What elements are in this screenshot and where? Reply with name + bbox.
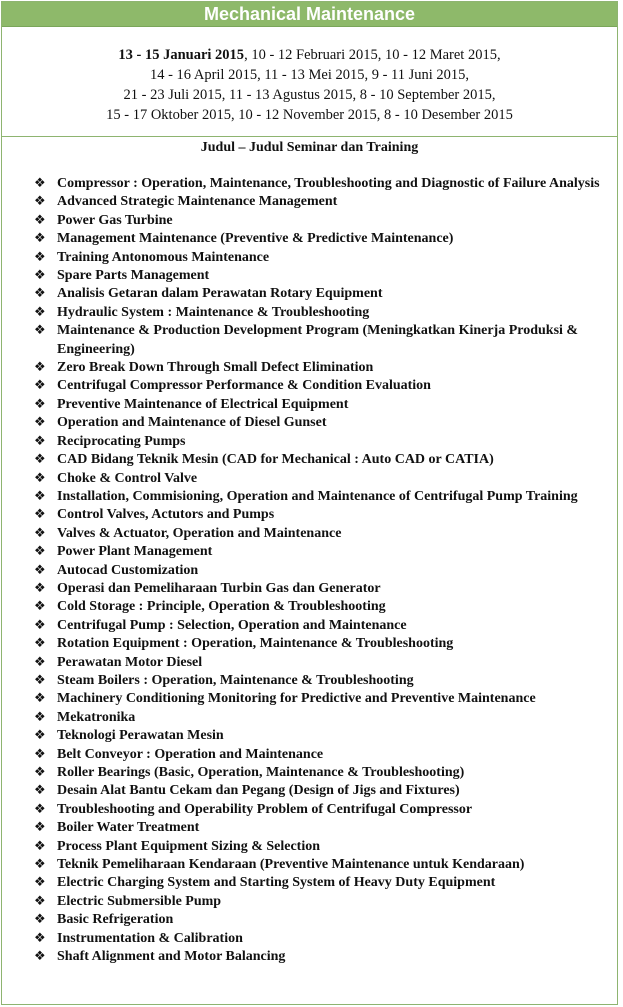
topic-label: Operation and Maintenance of Diesel Gunset [57,415,327,431]
topic-label: Spare Parts Management [57,268,210,284]
topic-label: Reciprocating Pumps [57,433,186,449]
list-item [2,838,617,856]
schedule-line-3: 21 - 23 Juli 2015, 11 - 13 Agustus 2015, 8 - 10 September 2015, [123,87,496,103]
topic-label: Roller Bearings (Basic, Operation, Maintenance & Troubleshooting) [57,765,465,780]
topic-label: Autocad Customization [57,562,199,578]
diamond-bullet-icon: ❖ [34,599,46,615]
diamond-bullet-icon: ❖ [34,470,46,486]
diamond-bullet-icon: ❖ [34,194,46,210]
diamond-bullet-icon: ❖ [34,783,46,799]
topic-label: CAD Bidang Teknik Mesin (CAD for Mechanical : Auto CAD or CATIA) [57,452,494,468]
diamond-bullet-icon: ❖ [34,378,46,394]
list-item [2,322,617,359]
diamond-bullet-icon: ❖ [34,930,46,946]
schedule-line-2: 14 - 16 April 2015, 11 - 13 Mei 2015, 9 - 11 Juni 2015, [149,67,470,83]
topic-label: Belt Conveyor : Operation and Maintenance [57,746,324,762]
topic-label: Hydraulic System : Maintenance & Troubleshooting [57,304,370,320]
diamond-bullet-icon: ❖ [34,728,46,744]
topic-label: Choke & Control Valve [57,470,198,486]
diamond-bullet-icon: ❖ [34,562,46,578]
list-item [2,819,617,837]
topic-label: Advanced Strategic Maintenance Management [57,194,338,210]
topic-label: Preventive Maintenance of Electrical Equipment [57,396,349,412]
list-item [2,285,617,303]
schedule-first-date: 13 - 15 Januari 2015 [118,47,245,63]
diamond-bullet-icon: ❖ [34,654,46,670]
topic-label: Management Maintenance (Preventive & Predictive Maintenance) [57,231,454,247]
list-item [2,948,617,966]
list-item [2,782,617,800]
topic-label: Installation, Commisioning, Operation and Maintenance of Centrifugal Pump Training [57,488,578,504]
diamond-bullet-icon: ❖ [34,580,46,596]
diamond-bullet-icon: ❖ [34,360,46,376]
topic-label: Power Gas Turbine [57,212,173,228]
list-item [2,249,617,267]
topic-list [2,175,617,966]
list-item [2,930,617,948]
list-item [2,617,617,635]
diamond-bullet-icon: ❖ [34,857,46,873]
list-item [2,635,617,653]
list-item [2,525,617,543]
topic-label: Electric Submersible Pump [57,893,222,909]
diamond-bullet-icon: ❖ [34,672,46,688]
page-title: Mechanical Maintenance [2,2,617,27]
topic-label: Teknologi Perawatan Mesin [57,728,224,744]
list-item [2,874,617,892]
list-item [2,175,617,193]
list-item [2,580,617,598]
diamond-bullet-icon: ❖ [34,507,46,523]
topic-label: Rotation Equipment : Operation, Maintenance & Troubleshooting [57,636,454,652]
topic-label: Mekatronika [57,709,136,725]
topic-label: Boiler Water Treatment [57,820,200,836]
diamond-bullet-icon: ❖ [34,636,46,652]
topic-label: Zero Break Down Through Small Defect Elimination [57,360,374,376]
diamond-bullet-icon: ❖ [34,488,46,504]
schedule-line-1-rest: , 10 - 12 Februari 2015, 10 - 12 Maret 2015, [244,47,501,63]
list-item [2,543,617,561]
list-item [2,396,617,414]
list-item [2,690,617,708]
list-item [2,470,617,488]
list-item [2,672,617,690]
diamond-bullet-icon: ❖ [34,912,46,928]
topic-label: Training Antonomous Maintenance [57,249,270,265]
list-item [2,377,617,395]
topic-label: Control Valves, Actutors and Pumps [57,507,275,523]
topic-label: Analisis Getaran dalam Perawatan Rotary Equipment [57,286,383,302]
diamond-bullet-icon: ❖ [34,304,46,320]
topic-label: Process Plant Equipment Sizing & Selection [57,838,321,854]
diamond-bullet-icon: ❖ [34,544,46,560]
list-item [2,451,617,469]
diamond-bullet-icon: ❖ [34,396,46,412]
list-item [2,212,617,230]
section-title: Judul – Judul Seminar dan Training [200,140,419,155]
list-item [2,193,617,211]
diamond-bullet-icon: ❖ [34,231,46,247]
list-item [2,506,617,524]
list-item [2,598,617,616]
schedule-line-4: 15 - 17 Oktober 2015, 10 - 12 November 2015, 8 - 10 Desember 2015 [106,107,513,123]
list-item [2,746,617,764]
topic-label: Valves & Actuator, Operation and Maintenance [57,525,342,541]
diamond-bullet-icon: ❖ [34,820,46,836]
list-item [2,801,617,819]
topic-label: Basic Refrigeration [57,912,174,928]
diamond-bullet-icon: ❖ [34,212,46,228]
topic-label: Centrifugal Compressor Performance & Condition Evaluation [57,378,431,394]
list-item [2,893,617,911]
document-frame [1,1,618,1005]
topic-label: Instrumentation & Calibration [57,930,243,946]
topic-label: Centrifugal Pump : Selection, Operation and Maintenance [57,617,407,633]
list-item [2,727,617,745]
diamond-bullet-icon: ❖ [34,433,46,449]
list-item [2,709,617,727]
diamond-bullet-icon: ❖ [34,893,46,909]
topic-label: Electric Charging System and Starting System of Heavy Duty Equipment [57,875,496,891]
list-item [2,911,617,929]
diamond-bullet-icon: ❖ [34,415,46,431]
diamond-bullet-icon: ❖ [34,452,46,468]
diamond-bullet-icon: ❖ [34,176,46,191]
diamond-bullet-icon: ❖ [34,949,46,965]
list-item [2,359,617,377]
diamond-bullet-icon: ❖ [34,838,46,854]
diamond-bullet-icon: ❖ [34,525,46,541]
topic-label: Troubleshooting and Operability Problem of Centrifugal Compressor [57,801,473,817]
list-item [2,654,617,672]
diamond-bullet-icon: ❖ [34,746,46,762]
topic-label: Steam Boilers : Operation, Maintenance & Troubleshooting [57,672,414,688]
list-item [2,488,617,506]
topic-label: Cold Storage : Principle, Operation & Troubleshooting [57,599,386,615]
diamond-bullet-icon: ❖ [34,709,46,725]
topic-label: Power Plant Management [57,544,213,560]
topic-label: Teknik Pemeliharaan Kendaraan (Preventive Maintenance untuk Kendaraan) [57,857,525,873]
list-item [2,562,617,580]
list-item [2,304,617,322]
schedule-line-1 [2,45,617,65]
topic-label: Desain Alat Bantu Cekam dan Pegang (Design of Jigs and Fixtures) [57,783,460,799]
schedule-dates [2,27,617,137]
topic-label: Operasi dan Pemeliharaan Turbin Gas dan Generator [57,580,381,596]
diamond-bullet-icon: ❖ [34,323,46,339]
list-item [2,414,617,432]
list-item [2,433,617,451]
list-item [2,267,617,285]
diamond-bullet-icon: ❖ [34,617,46,633]
list-item [2,230,617,248]
diamond-bullet-icon: ❖ [34,691,46,707]
topic-label: Perawatan Motor Diesel [57,654,203,670]
topic-label: Shaft Alignment and Motor Balancing [57,949,286,965]
diamond-bullet-icon: ❖ [34,249,46,265]
list-item [2,856,617,874]
list-item [2,764,617,782]
topic-label: Compressor : Operation, Maintenance, Troubleshooting and Diagnostic of Failure Analysis [57,176,600,191]
diamond-bullet-icon: ❖ [34,875,46,891]
diamond-bullet-icon: ❖ [34,801,46,817]
diamond-bullet-icon: ❖ [34,268,46,284]
diamond-bullet-icon: ❖ [34,765,46,780]
diamond-bullet-icon: ❖ [34,286,46,302]
topic-label: Machinery Conditioning Monitoring for Predictive and Preventive Maintenance [57,691,536,707]
topic-label: Maintenance & Production Development Program (Meningkatkan Kinerja Produksi & Engineering) [57,323,579,357]
